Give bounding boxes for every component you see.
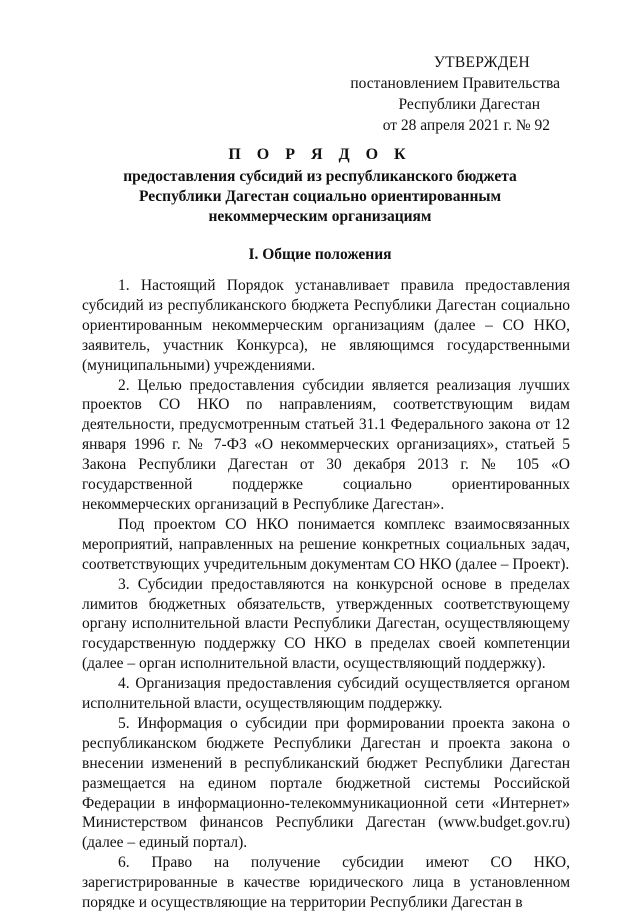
paragraph-3: 3. Субсидии предоставляются на конкурсной основе в пределах лимитов бюджетных обязательств, утвержденных соответствующему органу исполнительной власти Республики Дагестан, осуществляющему государственную поддержку СО НКО в пределах своей компетенции (далее – орган исполнительной власти, осуществляющий поддержку).: [82, 575, 570, 673]
approval-line-decree: постановлением Правительства: [350, 75, 560, 92]
approval-line-republic: Республики Дагестан: [398, 96, 540, 113]
paragraph-6: 6. Право на получение субсидии имеют СО НКО, зарегистрированные в качестве юридического лица в установленном порядке и осуществляющие на территории Республики Дагестан в: [82, 854, 570, 912]
title-line-1: предоставления субсидий из республиканского бюджета: [123, 168, 517, 185]
paragraph-4: 4. Организация предоставления субсидий осуществляется органом исполнительной власти, осуществляющим поддержку.: [82, 675, 570, 713]
title-main: П О Р Я Д О К: [228, 146, 412, 163]
paragraph-project-definition: Под проектом СО НКО понимается комплекс взаимосвязанных мероприятий, направленных на решение конкретных социальных задач, соответствующих учредительным документам СО НКО (далее – Проект).: [82, 515, 570, 573]
approval-stamp: [350, 52, 560, 136]
document-title: [60, 145, 580, 227]
approval-line-approved: УТВЕРЖДЕН: [433, 54, 530, 71]
paragraph-2: 2. Целью предоставления субсидии является реализация лучших проектов СО НКО по направлениям, соответствующим видам деятельности, предусмотренным статьей 31.1 Федерального закона от 12 января 1996 г. № 7-ФЗ «О некоммерческих организациях», статьей 5 Закона Республики Дагестан от 30 декабря 2013 г. № 105 «О государственной поддержке социально ориентированных некоммерческих организаций в Республике Дагестан».: [82, 376, 570, 513]
title-line-3: некоммерческим организациям: [208, 208, 432, 225]
paragraph-1: 1. Настоящий Порядок устанавливает правила предоставления субсидий из республиканского бюджета Республики Дагестан социально ориентированным некоммерческим организациям (далее – СО НКО, заявитель, участник Конкурса), не являющимся государственными (муниципальными) учреждениями.: [82, 277, 570, 374]
document-body: [82, 276, 570, 913]
title-line-2: Республики Дагестан социально ориентированным: [138, 188, 502, 205]
section-heading: I. Общие положения: [248, 246, 392, 263]
paragraph-5: 5. Информация о субсидии при формировании проекта закона о республиканском бюджете Республики Дагестан и проекта закона о внесении изменений в республиканский бюджет Республики Дагестан размещается на едином портале бюджетной системы Российской Федерации в информационно-телекоммуникационной сети «Интернет» Министерством финансов Республики Дагестан (www.budget.gov.ru) (далее – единый портал).: [82, 714, 570, 852]
approval-line-date: от 28 апреля 2021 г. № 92: [382, 117, 550, 134]
